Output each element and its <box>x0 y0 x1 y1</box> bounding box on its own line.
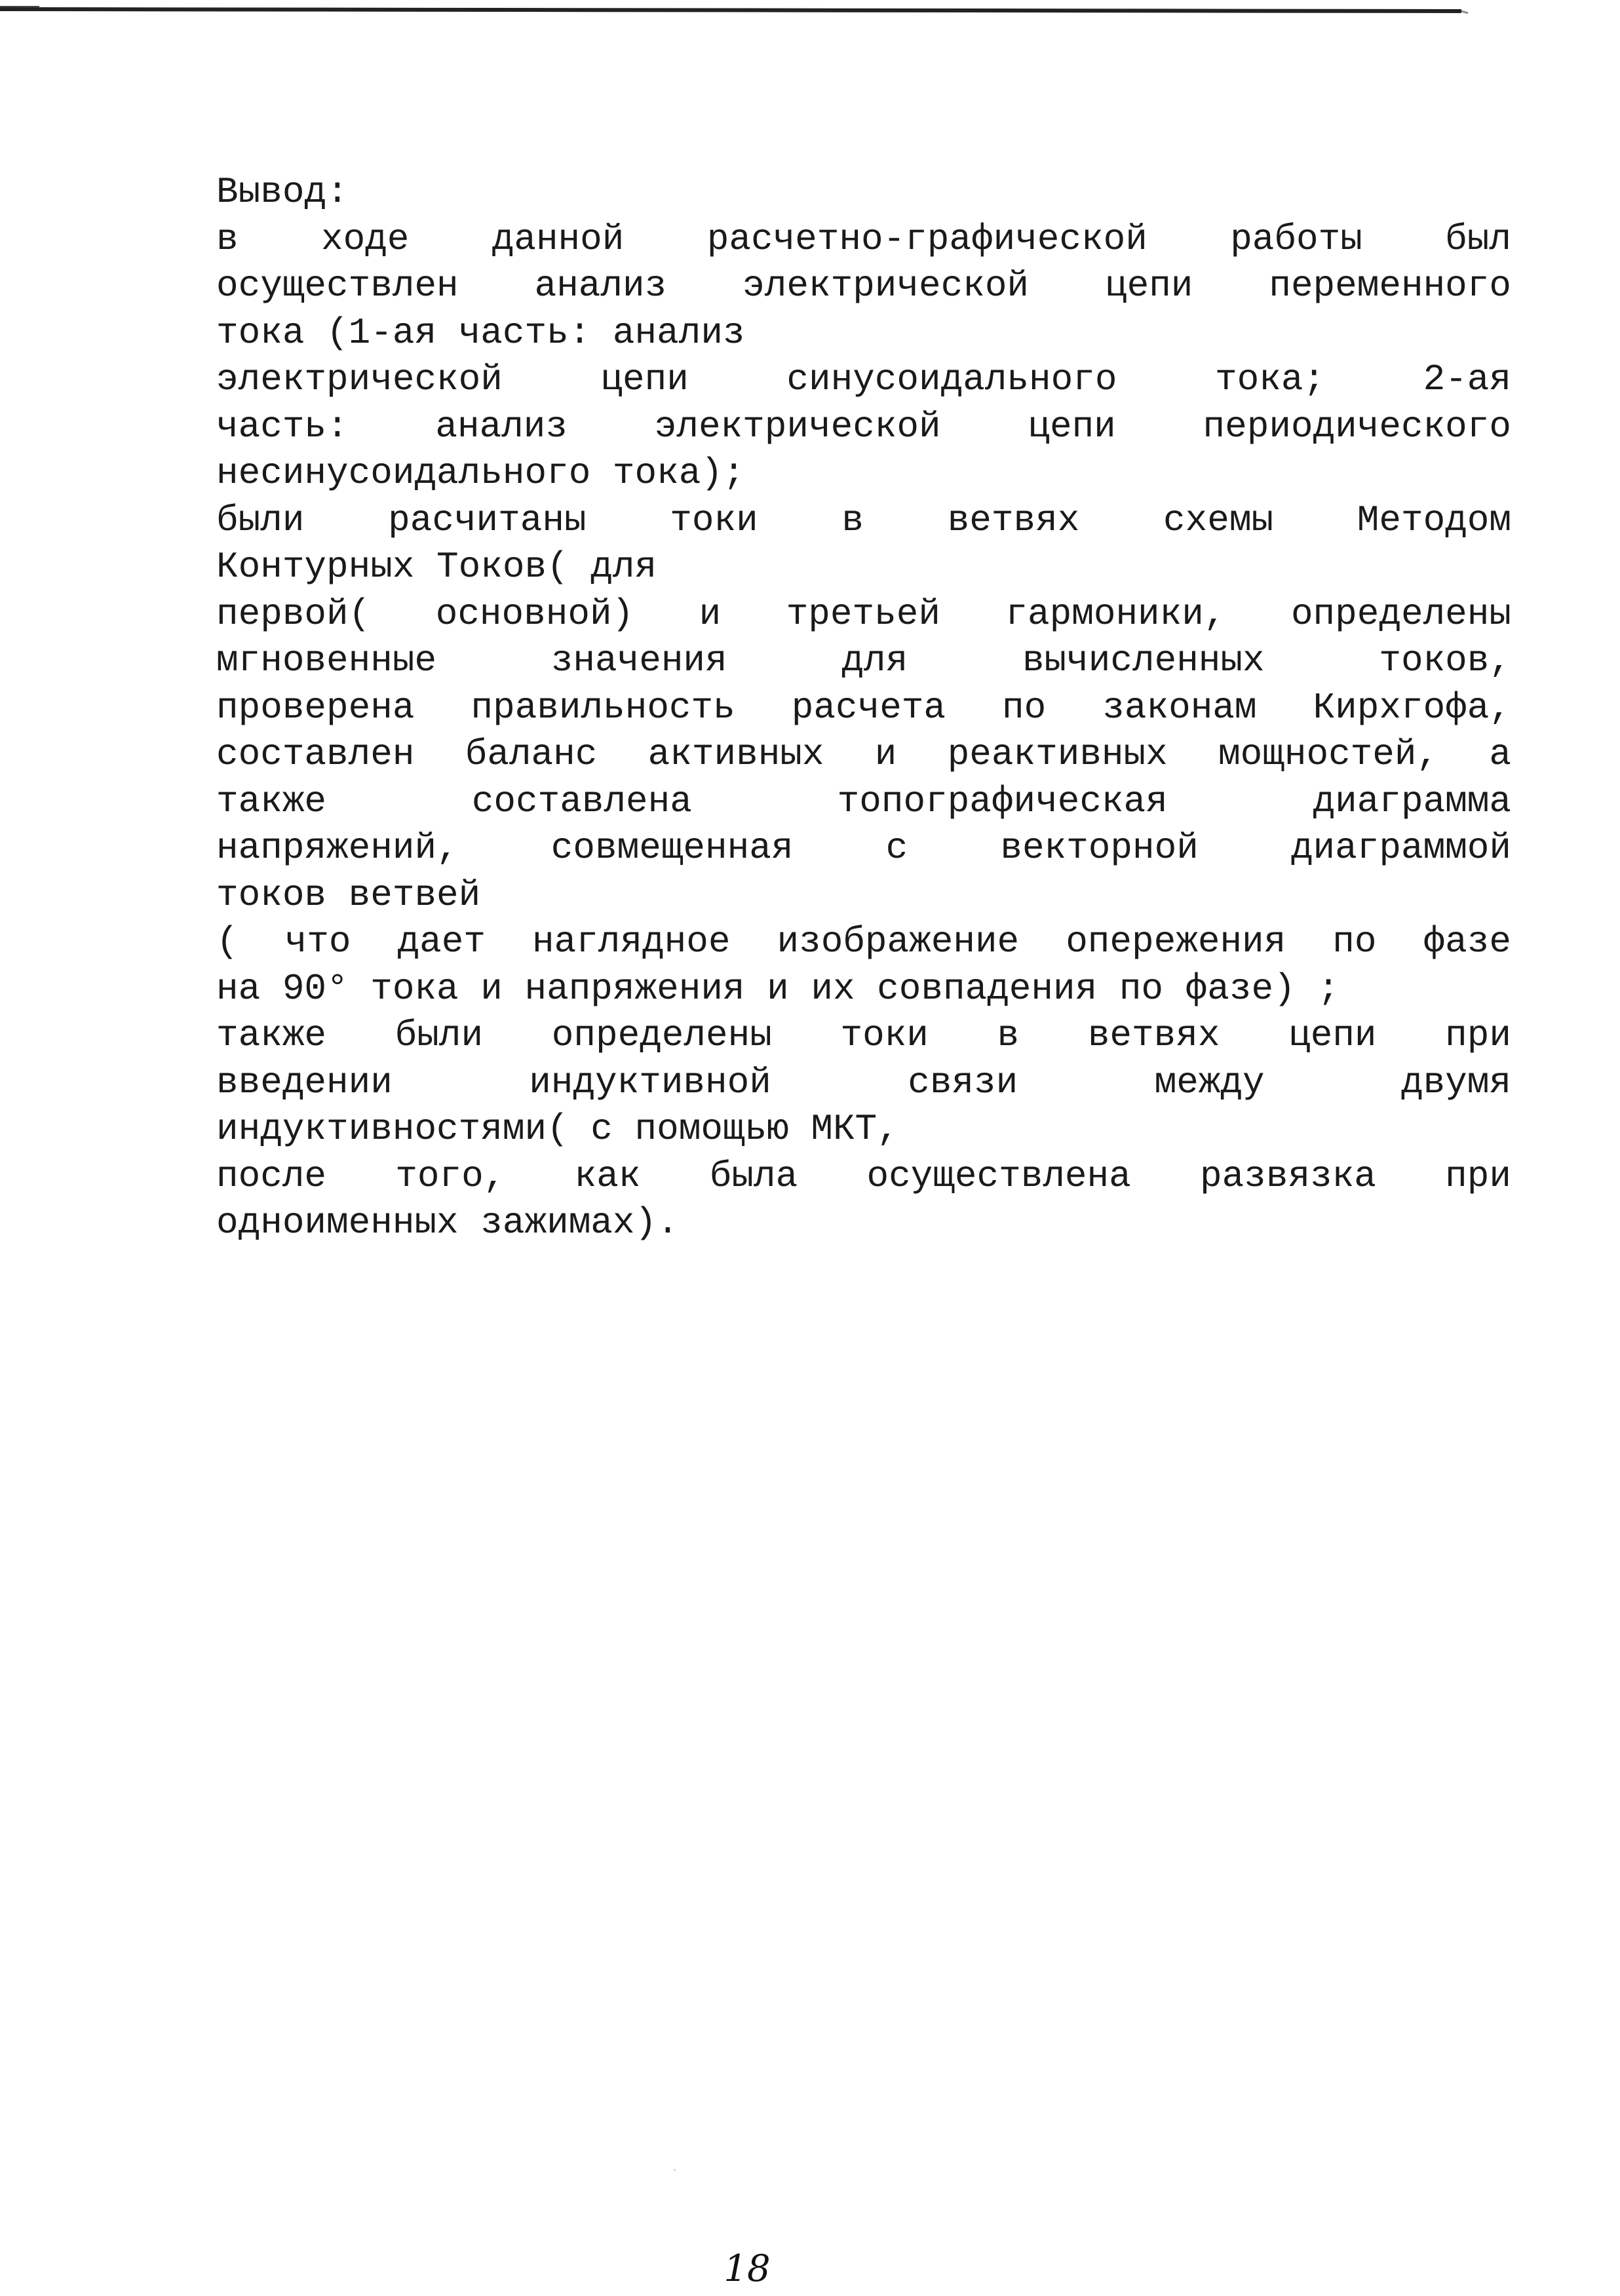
page-number: 18 <box>723 2248 771 2290</box>
text-line: индуктивностями( с помощью МКТ, <box>216 1108 899 1150</box>
text-line: мгновенные значения для вычисленных токов, <box>216 640 1511 681</box>
text-line: на 90° тока и напряжения и их совпадения по фазе) ; <box>216 967 1340 1010</box>
scan-speck <box>674 2169 676 2171</box>
conclusion-text-block <box>216 169 1511 1247</box>
text-line: проверена правильность расчета по законам Кирхгофа, <box>216 686 1511 729</box>
text-line: тока (1-ая часть: анализ <box>216 311 745 354</box>
text-line: после того, как была осуществлена развязка при <box>216 1155 1511 1197</box>
text-line: напряжений, совмещенная с векторной диаграммой <box>216 827 1511 869</box>
text-line: электрической цепи синусоидального тока; 2-ая <box>216 358 1511 400</box>
text-line: введении индуктивной связи между двумя <box>216 1061 1511 1103</box>
conclusion-heading: Вывод: <box>216 171 349 213</box>
text-line: в ходе данной расчетно-графической работы был <box>216 218 1511 260</box>
top-border-line <box>0 0 1620 26</box>
text-line: составлен баланс активных и реактивных мощностей, а <box>216 733 1511 775</box>
text-line: одноименных зажимах). <box>216 1202 679 1244</box>
text-line: токов ветвей <box>216 873 481 916</box>
text-line: несинусоидального тока); <box>216 452 745 494</box>
text-line: также были определены токи в ветвях цепи при <box>216 1014 1511 1056</box>
text-line: осуществлен анализ электрической цепи переменного <box>216 265 1511 307</box>
text-line: были расчитаны токи в ветвях схемы Методом <box>216 499 1511 541</box>
text-line: первой( основной) и третьей гармоники, определены <box>216 592 1511 635</box>
text-line: Контурных Токов( для <box>216 546 657 588</box>
text-line: часть: анализ электрической цепи периодического <box>216 405 1511 448</box>
text-line: также составлена топографическая диаграмма <box>216 780 1511 822</box>
text-line: ( что дает наглядное изображение опережения по фазе <box>216 921 1511 963</box>
